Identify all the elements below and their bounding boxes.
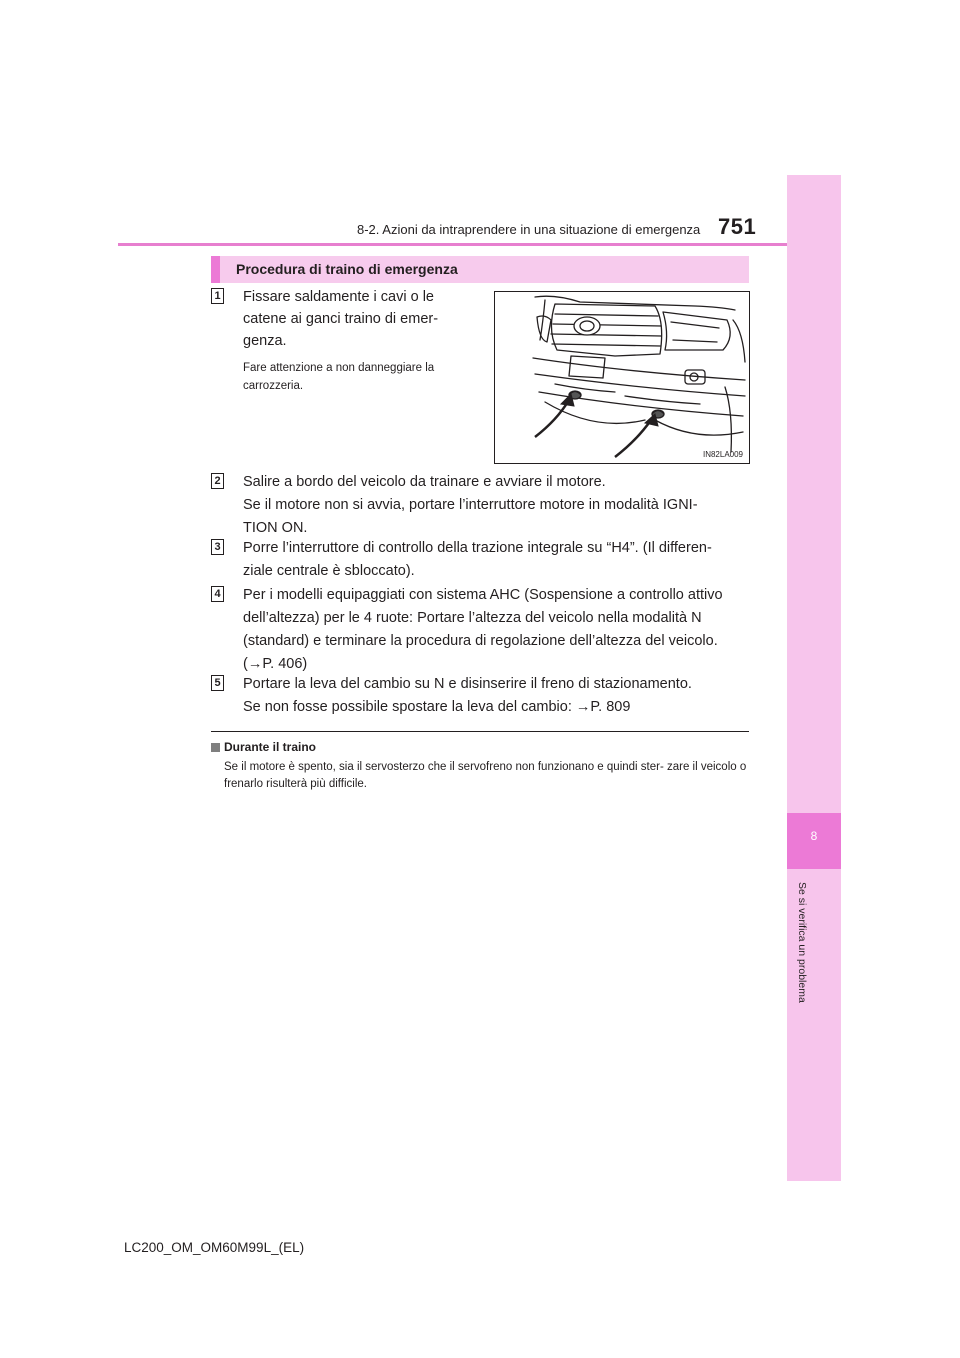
section-divider (211, 731, 749, 732)
header-rule (118, 243, 841, 246)
step-3-line-2: ziale centrale è sbloccato). (243, 563, 415, 579)
step-number-3: 3 (211, 539, 224, 555)
step-4-line-2: dell’altezza) per le 4 ruote: Portare l’altezza del veicolo nella modalità N (243, 610, 702, 626)
step-2-line-2: Se il motore non si avvia, portare l’interruttore motore in modalità IGNI- (243, 497, 698, 513)
step-number-5: 5 (211, 675, 224, 691)
step-number-1: 1 (211, 288, 224, 304)
step-1-line-3: genza. (243, 333, 287, 349)
section-header (211, 256, 749, 283)
step-1-line-2: catene ai ganci traino di emer- (243, 311, 439, 327)
step-4-line-4: (→P. 406) (243, 656, 308, 672)
note-text: Se il motore è spento, sia il servosterzo che il servofreno non funzionano e quindi ster- zare il veicolo o frenarlo risulterà più difficile. (224, 761, 747, 790)
header-section-path: 8-2. Azioni da intraprendere in una situazione di emergenza (357, 222, 701, 237)
step-1-note-line-1: Fare attenzione a non danneggiare la (243, 362, 435, 374)
note-bullet-icon (211, 743, 220, 752)
chapter-number: 8 (810, 829, 818, 843)
page-number: 751 (718, 214, 757, 239)
tow-hooks-figure (494, 291, 750, 464)
figure-code: IN82LA009 (702, 450, 743, 459)
step-2-line-3: TION ON. (243, 520, 308, 536)
step-3-line-1: Porre l’interruttore di controllo della trazione integrale su “H4”. (Il differen- (243, 540, 712, 556)
step-4-line-3: (standard) e terminare la procedura di regolazione dell’altezza del veicolo. (243, 633, 718, 649)
document-code: LC200_OM_OM60M99L_(EL) (124, 1240, 305, 1255)
step-number-2: 2 (211, 473, 224, 489)
step-2-line-1: Salire a bordo del veicolo da trainare e avviare il motore. (243, 474, 606, 490)
section-title: Procedura di traino di emergenza (236, 261, 458, 277)
chapter-title: Se si verifica un problema (796, 882, 808, 1003)
step-5-line-1: Portare la leva del cambio su N e disinserire il freno di stazionamento. (243, 676, 692, 692)
note-title: Durante il traino (224, 740, 317, 754)
step-4-line-1: Per i modelli equipaggiati con sistema AHC (Sospensione a controllo attivo (243, 587, 723, 603)
step-5-line-2: Se non fosse possibile spostare la leva del cambio: →P. 809 (243, 699, 631, 715)
step-number-4: 4 (211, 586, 224, 602)
step-1-line-1: Fissare saldamente i cavi o le (243, 289, 434, 305)
vehicle-front-illustration (495, 292, 749, 463)
step-1-note-line-2: carrozzeria. (243, 380, 304, 392)
